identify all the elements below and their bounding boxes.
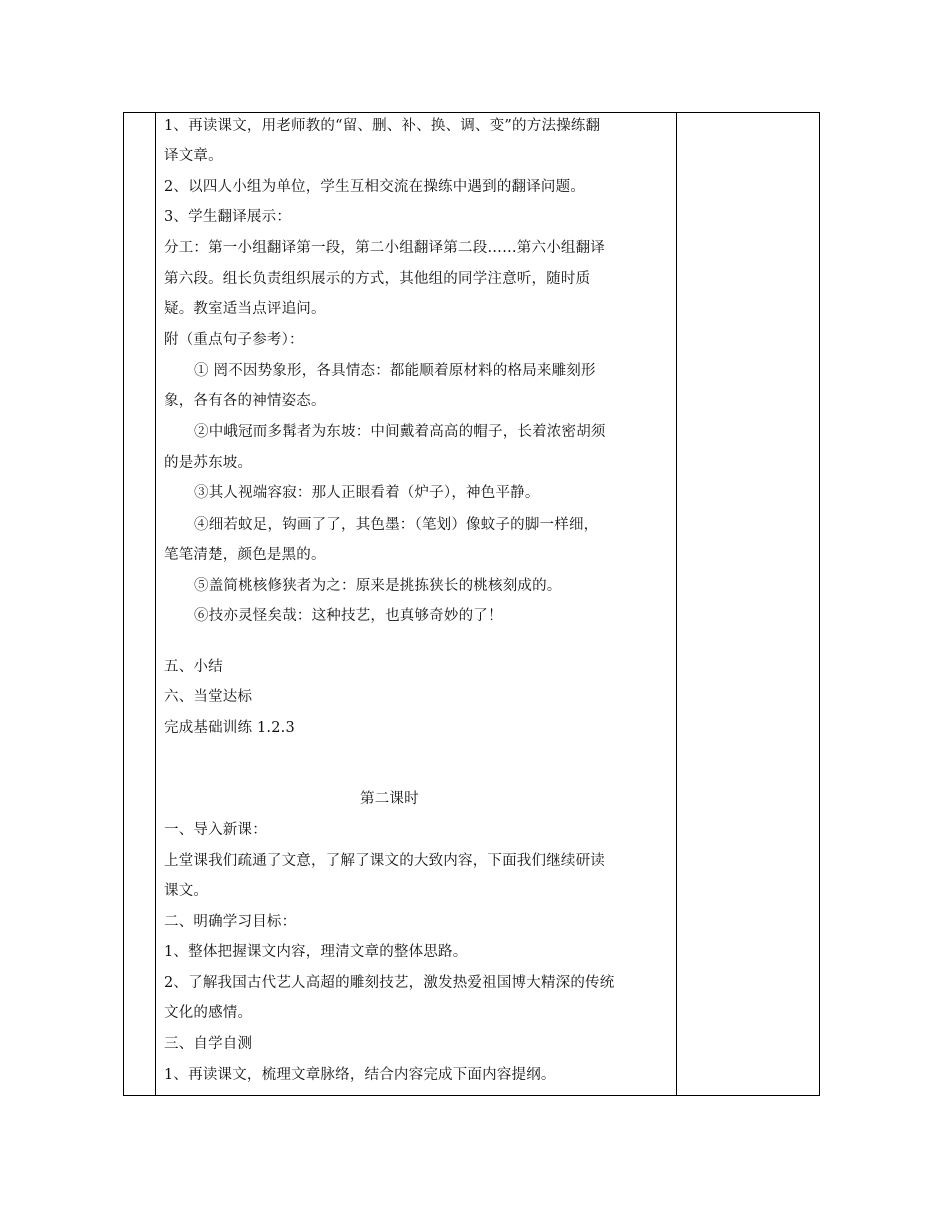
text-line: 文化的感情。 xyxy=(164,1005,253,1021)
section-heading: 一、导入新课： xyxy=(164,822,267,838)
section-heading: 二、明确学习目标： xyxy=(164,914,297,930)
section-heading: 三、自学自测 xyxy=(164,1036,253,1052)
text-line: 1、再读课文，用老师教的“留、删、补、换、调、变”的方法操练翻 xyxy=(164,118,601,134)
text-line: 完成基础训练 1.2.3 xyxy=(164,720,295,736)
text-line: 1、整体把握课文内容，理清文章的整体思路。 xyxy=(164,944,468,960)
section-heading: 五、小结 xyxy=(164,659,223,675)
text-line: 译文章。 xyxy=(164,148,223,164)
text-line: 1、再读课文，梳理文章脉络，结合内容完成下面内容提纲。 xyxy=(164,1067,556,1083)
text-line: ⑤盖简桃核修狭者为之：原来是挑拣狭长的桃核刻成的。 xyxy=(194,578,562,594)
text-line: 分工：第一小组翻译第一段，第二小组翻译第二段……第六小组翻译 xyxy=(164,240,605,256)
table-column-divider-right xyxy=(676,113,677,1095)
text-line: 象，各有各的神情姿态。 xyxy=(164,393,326,409)
text-line: ④细若蚊足，钩画了了，其色墨：（笔划）像蚊子的脚一样细， xyxy=(194,517,599,533)
text-line: ②中峨冠而多髯者为东坡：中间戴着高高的帽子，长着浓密胡须 xyxy=(194,424,606,440)
text-line: 附（重点句子参考）： xyxy=(164,332,304,348)
text-line: ⑥技亦灵怪矣哉：这种技艺，也真够奇妙的了！ xyxy=(194,608,503,624)
text-line: ③其人视端容寂：那人正眼看着（炉子），神色平静。 xyxy=(194,485,540,501)
table-column-divider-left xyxy=(155,113,156,1095)
text-line: 课文。 xyxy=(164,883,209,899)
text-line: 的是苏东坡。 xyxy=(164,455,253,471)
section-heading: 六、当堂达标 xyxy=(164,689,253,705)
text-line: 上堂课我们疏通了文意，了解了课文的大致内容，下面我们继续研读 xyxy=(164,853,605,869)
text-line: 2、以四人小组为单位，学生互相交流在操练中遇到的翻译问题。 xyxy=(164,179,586,195)
text-line: 第六段。组长负责组织展示的方式，其他组的同学注意听，随时质 xyxy=(164,271,591,287)
text-line: 3、学生翻译展示： xyxy=(164,209,292,225)
text-line: 笔笔清楚，颜色是黑的。 xyxy=(164,547,326,563)
text-line: ① 罔不因势象形，各具情态：都能顺着原材料的格局来雕刻形 xyxy=(194,363,596,379)
text-line: 2、了解我国古代艺人高超的雕刻技艺，激发热爱祖国博大精深的传统 xyxy=(164,975,615,991)
text-line: 疑。教室适当点评追问。 xyxy=(164,301,326,317)
lesson-period-title: 第二课时 xyxy=(360,791,419,807)
